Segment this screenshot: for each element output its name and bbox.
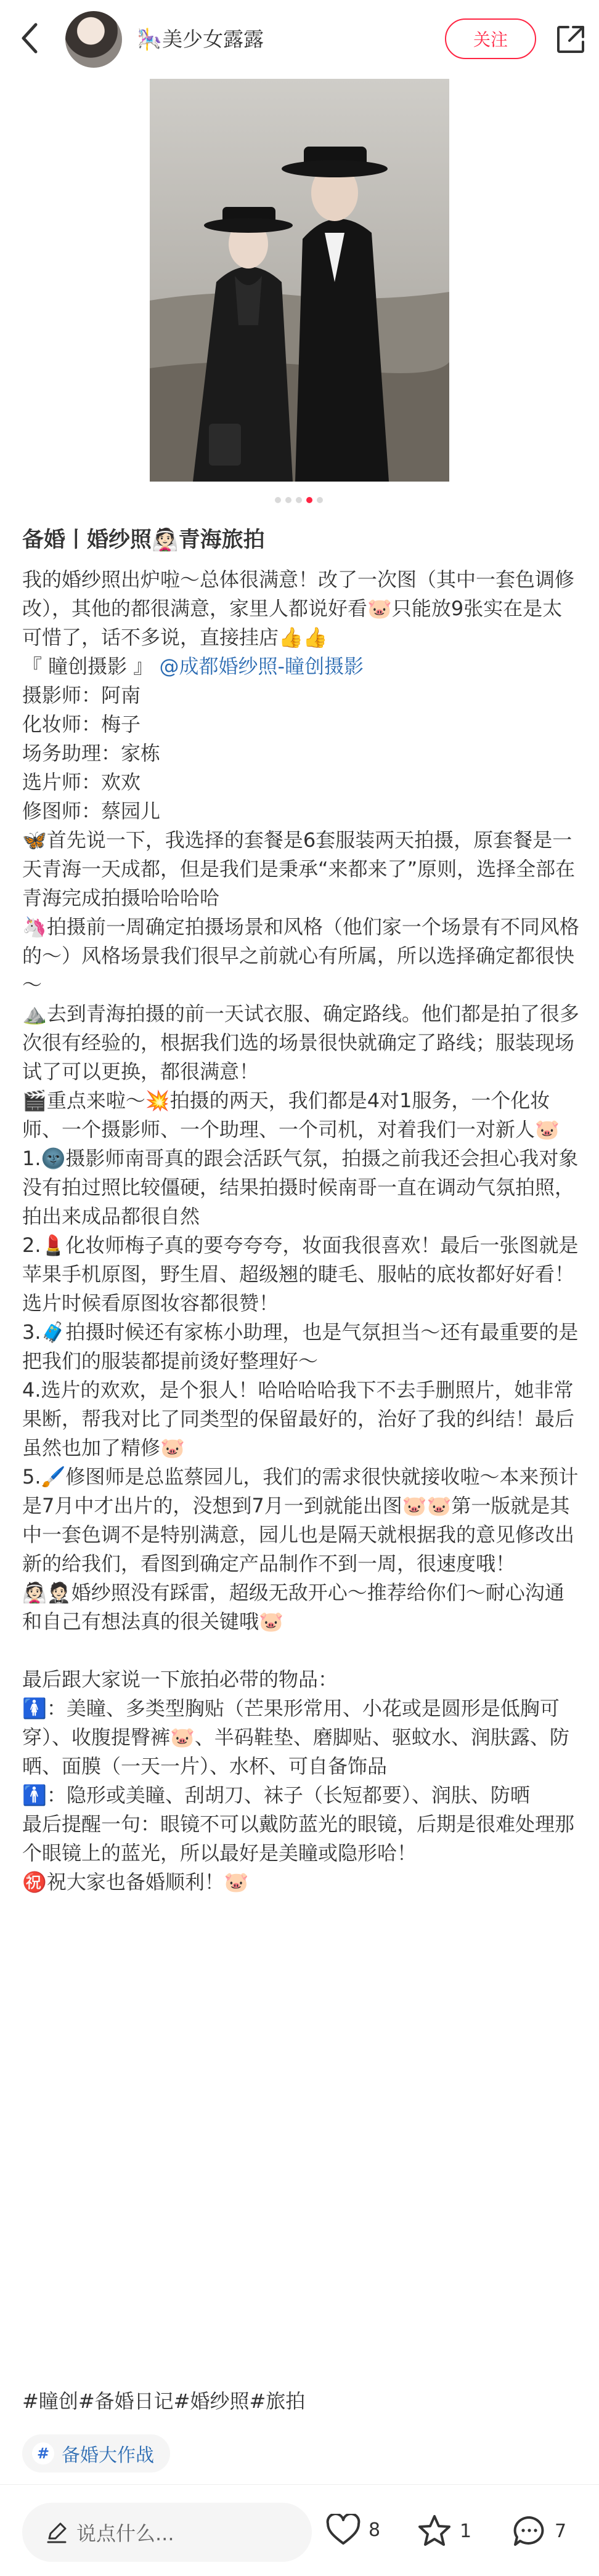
hashtag-icon: # — [32, 2442, 54, 2465]
studio-line — [22, 652, 579, 681]
comment-count: 7 — [555, 2520, 567, 2542]
post-image[interactable] — [150, 79, 449, 482]
comment-input[interactable] — [22, 2503, 312, 2562]
paragraph: ⛰️去到青海拍摄的前一天试衣服、确定路线。他们都是拍了很多次很有经验的，根据我们选的场景很快就确定了路线；服装现场试了可以更换，都很满意！ — [22, 1002, 579, 1083]
collect-count: 1 — [460, 2520, 472, 2542]
paragraph: 2.💄化妆师梅子真的要夸夸夸，妆面我很喜欢！最后一张图就是苹果手机原图，野生眉、超级翘的睫毛、服帖的底妆都好好看！选片时候看原图妆容都很赞！ — [22, 1233, 579, 1315]
share-icon[interactable] — [555, 23, 587, 55]
follow-button[interactable]: 关注 — [445, 18, 536, 59]
carousel-dot[interactable] — [275, 497, 281, 503]
heart-icon — [325, 2514, 361, 2546]
wedding-photo-illustration — [150, 79, 449, 482]
avatar[interactable] — [65, 11, 122, 68]
paragraph: 我的婚纱照出炉啦～总体很满意！改了一次图（其中一套色调修改），其他的都很满意，家里人都说好看🐷只能放9张实在是太可惜了，话不多说，直接挂店👍👍 — [22, 568, 575, 649]
topic-chip[interactable] — [22, 2434, 170, 2473]
paragraph: ㊗️祝大家也备婚顺利！🐷 — [22, 1870, 249, 1894]
like-count: 8 — [369, 2519, 381, 2541]
paragraph: 🚹：隐形或美瞳、刮胡刀、袜子（长短都要）、润肤、防晒 — [22, 1783, 530, 1807]
paragraph: 1.🌚摄影师南哥真的跟会活跃气氛，拍摄之前我还会担心我对象没有拍过照比较僵硬，结果拍摄时候南哥一直在调动气氛拍照，拍出来成品都很自然 — [22, 1147, 579, 1228]
comment-button[interactable] — [511, 2514, 566, 2548]
paragraph: 最后跟大家说一下旅拍必带的物品： — [22, 1668, 338, 1691]
speech-bubble-icon — [511, 2514, 547, 2548]
pen-icon — [44, 2520, 69, 2545]
paragraph: 4.选片的欢欢，是个狠人！哈哈哈哈我下不去手删照片，她非常果断，帮我对比了同类型的保留最好的，治好了我的纠结！最后虽然也加了精修🐷 — [22, 1378, 575, 1460]
hashtag-line[interactable]: #瞳创#备婚日记#婚纱照#旅拍 — [22, 2389, 306, 2413]
post-title: 备婚丨婚纱照👰🏻青海旅拍 — [22, 528, 265, 552]
paragraph: 🚺：美瞳、多类型胸贴（芒果形常用、小花或是圆形是低胸可穿）、收腹提臀裤🐷、半码鞋垫、磨脚贴、驱蚊水、润肤露、防晒、面膜（一天一片）、水杯、可自备饰品 — [22, 1697, 569, 1778]
author-name[interactable]: 🎠美少女露露 — [137, 27, 264, 51]
blank-line — [22, 1636, 579, 1665]
paragraph: 摄影师：阿南 — [22, 684, 141, 707]
studio-name: 『 瞳创摄影 』 — [22, 655, 153, 678]
carousel-dot-active[interactable] — [306, 497, 312, 503]
carousel-dot[interactable] — [317, 497, 323, 503]
paragraph: 🦄拍摄前一周确定拍摄场景和风格（他们家一个场景有不同风格的～）风格场景我们很早之前就心有所属，所以选择确定都很快～ — [22, 915, 579, 996]
paragraph: 🎬重点来啦～💥拍摄的两天，我们都是4对1服务，一个化妆师、一个摄影师、一个助理、一个司机，对着我们一对新人🐷 — [22, 1089, 560, 1141]
paragraph: 选片师：欢欢 — [22, 770, 141, 794]
paragraph: 场务助理：家栋 — [22, 741, 161, 765]
post-body — [22, 565, 579, 1897]
paragraph: 3.🧳拍摄时候还有家栋小助理，也是气氛担当～还有最重要的是把我们的服装都提前烫好整理好～ — [22, 1320, 579, 1373]
top-bar — [0, 0, 599, 79]
comment-placeholder: 说点什么... — [76, 2522, 174, 2545]
topic-label: 备婚大作战 — [62, 2445, 154, 2466]
paragraph: 修图师：蔡园儿 — [22, 799, 161, 823]
paragraph: 🦋首先说一下，我选择的套餐是6套服装两天拍摄，原套餐是一天青海一天成都，但是我们是秉承“来都来了”原则，选择全部在青海完成拍摄哈哈哈哈 — [22, 828, 576, 910]
divider — [0, 2484, 599, 2485]
carousel-indicator — [275, 497, 323, 503]
paragraph: 👰🏻🤵🏻婚纱照没有踩雷，超级无敌开心～推荐给你们～耐心沟通和自己有想法真的很关键哦🐷 — [22, 1581, 564, 1633]
like-button[interactable] — [325, 2514, 380, 2546]
paragraph: 最后提醒一句：眼镜不可以戴防蓝光的眼镜，后期是很难处理那个眼镜上的蓝光，所以最好是美瞳或隐形哈！ — [22, 1812, 575, 1865]
studio-mention-link[interactable]: @成都婚纱照-瞳创摄影 — [159, 655, 364, 678]
back-arrow-icon[interactable] — [15, 20, 47, 57]
carousel-dot[interactable] — [285, 497, 291, 503]
collect-button[interactable] — [417, 2514, 471, 2548]
paragraph: 5.🖌️修图师是总监蔡园儿，我们的需求很快就接收啦～本来预计是7月中才出片的，没想到7月一到就能出图🐷🐷第一版就是其中一套色调不是特别满意，园儿也是隔天就根据我的意见修改出新的给我们，看图到确定产品制作不到一周，很速度哦！ — [22, 1465, 579, 1575]
carousel-dot[interactable] — [296, 497, 302, 503]
star-icon — [417, 2514, 452, 2548]
paragraph: 化妆师：梅子 — [22, 713, 141, 736]
